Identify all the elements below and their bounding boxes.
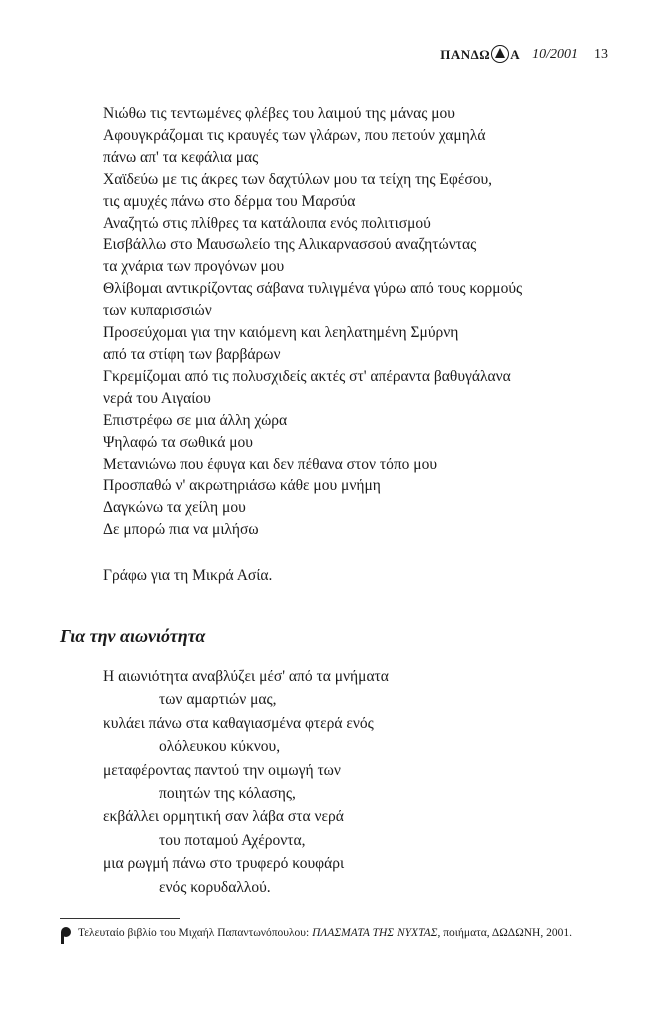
footnote-prefix: Τελευταίο βιβλίο του Μιχαήλ Παπαντωνόπουλου: bbox=[78, 927, 313, 939]
poem-body bbox=[103, 665, 389, 899]
logo-text-left: ΠΑΝΔΩ bbox=[440, 47, 491, 62]
poem-line-indented: ολόλευκου κύκνου, bbox=[159, 738, 281, 756]
poem-line: Ψηλαφώ τα σωθικά μου bbox=[103, 433, 253, 451]
poem-line: εκβάλλει ορμητική σαν λάβα στα νερά bbox=[103, 808, 344, 826]
logo-emblem-icon bbox=[491, 45, 509, 63]
poem-line: Νιώθω τις τεντωμένες φλέβες του λαιμού της μάνας μου bbox=[103, 105, 455, 122]
poem-line: Προσπαθώ ν' ακρωτηριάσω κάθε μου μνήμη bbox=[103, 477, 381, 495]
poem-line: Προσεύχομαι για την καιόμενη και λεηλατημένη Σμύρνη bbox=[103, 324, 459, 342]
poem-line-indented: των αμαρτιών μας, bbox=[159, 691, 277, 709]
poem-line-indented: ποιητών της κόλασης, bbox=[159, 785, 296, 803]
poem-line: Θλίβομαι αντικρίζοντας σάβανα τυλιγμένα γύρω από τους κορμούς bbox=[103, 280, 523, 298]
footnote-divider bbox=[60, 918, 180, 919]
poem-line: Η αιωνιότητα αναβλύζει μέσ' από τα μνήματα bbox=[103, 668, 389, 685]
poem-line: τα χνάρια των προγόνων μου bbox=[103, 258, 285, 276]
poem-line-indented: του ποταμού Αχέροντα, bbox=[159, 831, 306, 849]
poem-line: από τα στίφη των βαρβάρων bbox=[103, 345, 281, 363]
poem-line: Δαγκώνω τα χείλη μου bbox=[103, 499, 246, 517]
poem-line: Επιστρέφω σε μια άλλη χώρα bbox=[103, 411, 288, 429]
poem-line: μια ρωγμή πάνω στο τρυφερό κουφάρι bbox=[103, 855, 345, 873]
footnote bbox=[60, 926, 620, 944]
poem-line: κυλάει πάνω στα καθαγιασμένα φτερά ενός bbox=[103, 714, 374, 732]
poem-line: πάνω απ' τα κεφάλια μας bbox=[103, 148, 259, 166]
logo-text-right: Α bbox=[510, 47, 521, 62]
magazine-logo bbox=[440, 46, 520, 64]
footnote-book-title: ΠΛΑΣΜΑΤΑ ΤΗΣ ΝΥΧΤΑΣ bbox=[312, 927, 438, 939]
poem-body bbox=[103, 103, 522, 541]
poem-line: Εισβάλλω στο Μαυσωλείο της Αλικαρνασσού αναζητώντας bbox=[103, 236, 477, 254]
issue-number: 10/2001 bbox=[532, 47, 578, 62]
poem-closing-line: Γράφω για τη Μικρά Ασία. bbox=[103, 567, 273, 584]
poem-line: Γκρεμίζομαι από τις πολυσχιδείς ακτές στ' απέραντα βαθυγάλανα bbox=[103, 367, 511, 385]
poem-line: τις αμυχές πάνω στο δέρμα του Μαρσύα bbox=[103, 192, 356, 210]
poem-line: Δε μπορώ πια να μιλήσω bbox=[103, 521, 259, 539]
poem-line: Μετανιώνω που έφυγα και δεν πέθανα στον τόπο μου bbox=[103, 455, 438, 473]
poem-line: μεταφέροντας παντού την οιμωγή των bbox=[103, 761, 341, 779]
footnote-suffix: , ποιήματα, ΔΩΔΩΝΗ, 2001. bbox=[437, 927, 572, 939]
footnote-text bbox=[78, 926, 572, 944]
page-number: 13 bbox=[594, 47, 608, 62]
poem-line-indented: ενός κορυδαλλού. bbox=[159, 878, 271, 896]
poem-line: των κυπαρισσιών bbox=[103, 302, 212, 320]
footnote-marker-icon bbox=[60, 926, 72, 944]
running-header bbox=[440, 46, 608, 64]
poem-line: Χαϊδεύω με τις άκρες των δαχτύλων μου τα τείχη της Εφέσου, bbox=[103, 170, 492, 188]
poem-line: Αναζητώ στις πλίθρες τα κατάλοιπα ενός πολιτισμού bbox=[103, 214, 431, 232]
poem-line: Αφουγκράζομαι τις κραυγές των γλάρων, που πετούν χαμηλά bbox=[103, 126, 486, 144]
poem-line: νερά του Αιγαίου bbox=[103, 389, 211, 407]
poem-title: Για την αιωνιότητα bbox=[60, 626, 206, 646]
